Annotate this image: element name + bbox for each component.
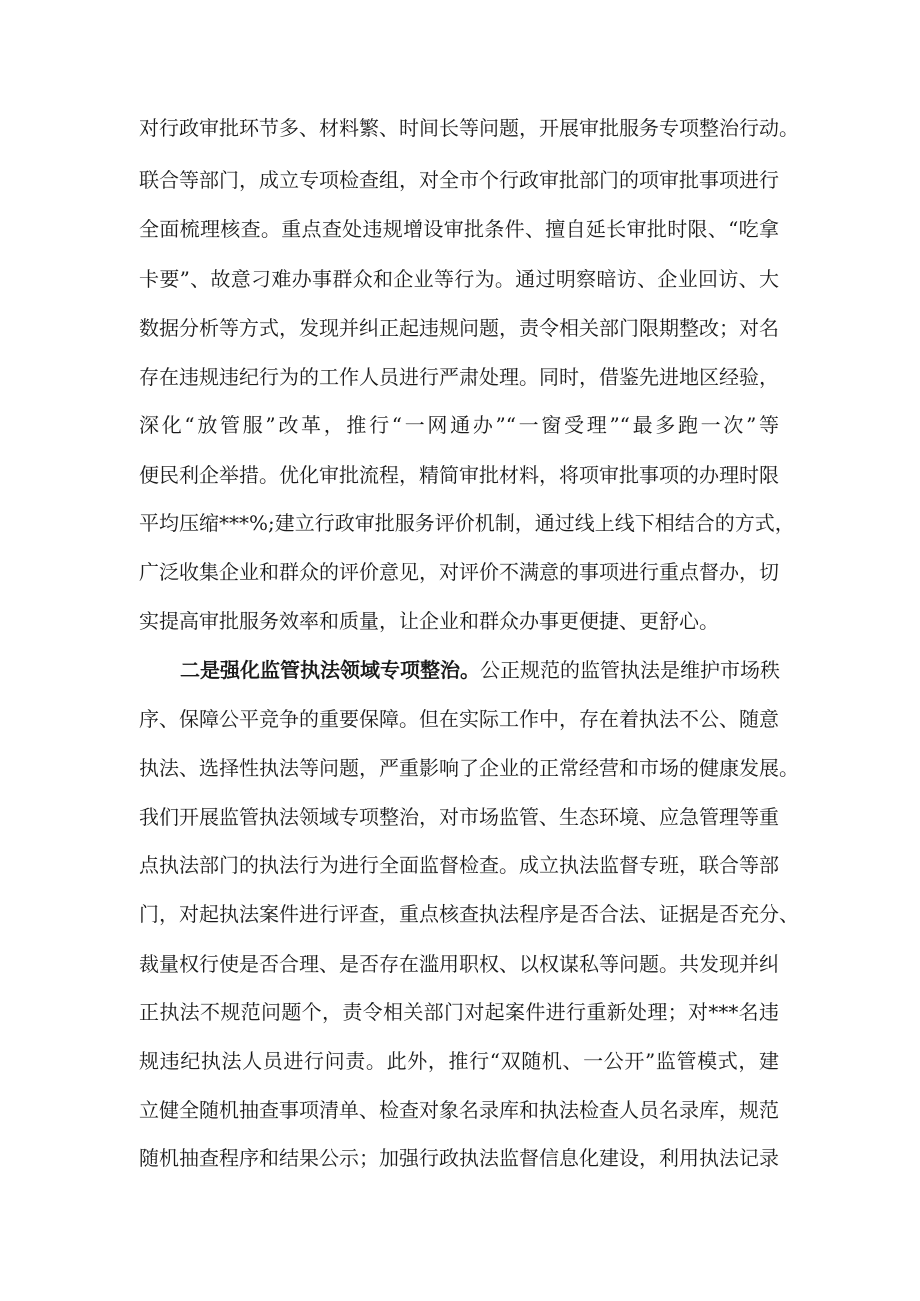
text-line: 裁量权行使是否合理、是否存在滥用职权、以权谋私等问题。共发现并纠 [139,952,779,976]
text-line: 规违纪执法人员进行问责。此外，推行“双随机、一公开”监管模式，建 [139,1049,779,1073]
text-line: 点执法部门的执法行为进行全面监督检查。成立执法监督专班，联合等部 [139,853,779,877]
text-line: 对行政审批环节多、材料繁、时间长等问题，开展审批服务专项整治行动。 [139,116,799,140]
text-line: 我们开展监管执法领域专项整治，对市场监管、生态环境、应急管理等重 [139,805,779,829]
text-line: 便民利企举措。优化审批流程，精简审批材料，将项审批事项的办理时限 [139,463,779,487]
text-line: 门，对起执法案件进行评查，重点核查执法程序是否合法、证据是否充分、 [139,902,799,926]
text-line: 平均压缩***%;建立行政审批服务评价机制，通过线上线下相结合的方式， [139,511,795,535]
text-span: 公正规范的监管执法是维护市场秩 [480,658,780,682]
text-line: 存在违规违纪行为的工作人员进行严肃处理。同时，借鉴先进地区经验， [139,365,779,389]
text-line: 卡要”、故意刁难办事群众和企业等行为。通过明察暗访、企业回访、大 [139,267,779,291]
text-line: 执法、选择性执法等问题，严重影响了企业的正常经营和市场的健康发展。 [139,756,799,780]
text-line: 全面梳理核查。重点查处违规增设审批条件、擅自延长审批时限、“吃拿 [139,217,779,241]
paragraph-first-line [180,655,779,685]
section-heading: 二是强化监管执法领域专项整治。 [180,658,480,682]
text-line: 立健全随机抽查事项清单、检查对象名录库和执法检查人员名录库，规范 [139,1098,779,1122]
text-line: 序、保障公平竞争的重要保障。但在实际工作中，存在着执法不公、随意 [139,707,779,731]
text-line: 随机抽查程序和结果公示；加强行政执法监督信息化建设，利用执法记录 [139,1146,779,1170]
text-line: 深化“放管服”改革，推行“一网通办”“一窗受理”“最多跑一次”等 [139,413,779,437]
text-line: 正执法不规范问题个，责令相关部门对起案件进行重新处理；对***名违 [139,1000,779,1024]
text-line: 联合等部门，成立专项检查组，对全市个行政审批部门的项审批事项进行 [139,168,779,192]
text-line: 数据分析等方式，发现并纠正起违规问题，责令相关部门限期整改；对名 [139,316,779,340]
text-line: 广泛收集企业和群众的评价意见，对评价不满意的事项进行重点督办，切 [139,560,779,584]
text-line: 实提高审批服务效率和质量，让企业和群众办事更便捷、更舒心。 [139,609,719,633]
